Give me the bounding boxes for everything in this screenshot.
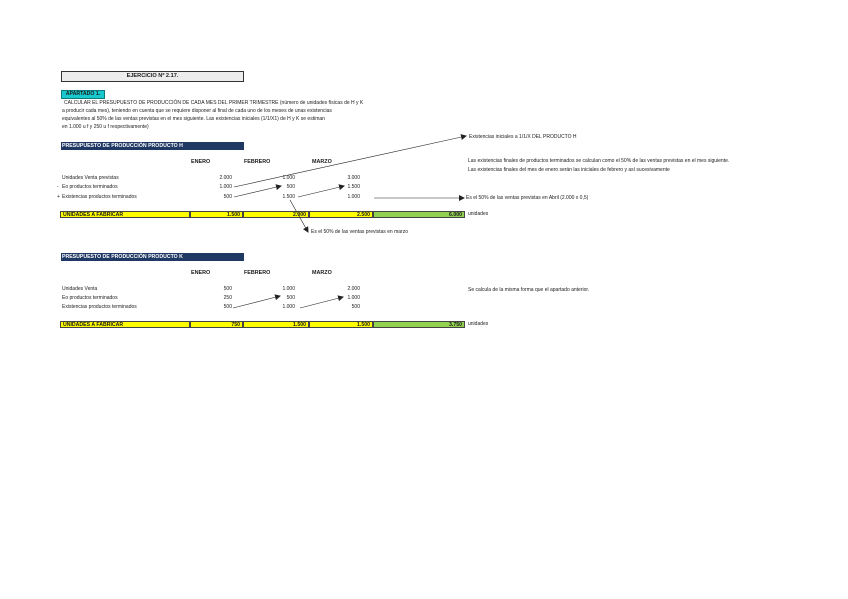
arrow-to-march-note xyxy=(290,200,308,232)
total-value: 1.500 xyxy=(309,321,373,328)
total-value: 750 xyxy=(190,321,243,328)
row-value: 3.000 xyxy=(347,175,360,181)
exercise-title: EJERCICIO Nº 2.17. xyxy=(61,71,244,82)
apartado-label: APARTADO 1. xyxy=(61,90,105,99)
note-section-k: Se calcula de la misma forma que el apartado anterior. xyxy=(468,287,590,293)
row-value: 1.000 xyxy=(282,286,295,292)
note-april: Es el 50% de las ventas previstas en Abril (2.000 x 0,5) xyxy=(466,195,589,201)
description-line: a producir cada mes), teniendo en cuenta que se requiere disponer al final de cada uno de los meses de unas existencias xyxy=(62,108,332,114)
row-value: 1.500 xyxy=(347,184,360,190)
grand-total-value: 3.750 xyxy=(373,321,465,328)
units-word: unidades xyxy=(468,211,489,217)
row-value: 1.000 xyxy=(282,304,295,310)
total-label: UNIDADES A FABRICAR xyxy=(60,321,190,328)
units-word: unidades xyxy=(468,321,489,327)
total-label: UNIDADES A FABRICAR xyxy=(60,211,190,218)
month-header-febrero: FEBRERO xyxy=(244,270,271,276)
arrow-k-feb-to-mar xyxy=(300,297,343,308)
row-prefix: - xyxy=(57,184,59,190)
month-header-enero: ENERO xyxy=(191,270,211,276)
note-initial-stock: Existencias iniciales a 1/1/X DEL PRODUCTO H xyxy=(469,134,577,140)
total-value: 1.500 xyxy=(190,211,243,218)
row-value: 500 xyxy=(351,304,360,310)
row-value: 500 xyxy=(223,304,232,310)
row-value: 1.000 xyxy=(347,194,360,200)
row-prefix: + xyxy=(57,194,60,200)
total-value: 2.500 xyxy=(309,211,373,218)
arrow-to-initial-stock xyxy=(234,136,466,187)
arrow-jan-to-feb xyxy=(234,186,281,197)
row-label: Existencias productos terminados xyxy=(62,194,137,200)
total-value: 1.500 xyxy=(243,321,309,328)
section-k-title: PRESUPUESTO DE PRODUCCIÓN PRODUCTO K xyxy=(61,253,244,261)
section-h-title: PRESUPUESTO DE PRODUCCIÓN PRODUCTO H xyxy=(61,142,244,150)
total-value: 2.000 xyxy=(243,211,309,218)
month-header-febrero: FEBRERO xyxy=(244,159,271,165)
description-line: CALCULAR EL PRESUPUESTO DE PRODUCCIÓN DE CADA MES DEL PRIMER TRIMESTRE (número de unidades físicas de H y K xyxy=(64,100,364,106)
row-value: 500 xyxy=(286,184,295,190)
month-header-marzo: MARZO xyxy=(312,159,332,165)
row-value: 1.000 xyxy=(282,175,295,181)
description-line: en 1.000 u f y 250 u f respectivamente) xyxy=(62,124,149,130)
row-value: 1.500 xyxy=(282,194,295,200)
month-header-marzo: MARZO xyxy=(312,270,332,276)
row-label: Eo productos terminados xyxy=(62,295,118,301)
note-final-stock-line1: Las existencias finales de productos terminados se calculan como el 50% de las ventas previstas en el mes siguiente. xyxy=(468,158,730,164)
month-header-enero: ENERO xyxy=(191,159,211,165)
row-label: Existencias productos terminados xyxy=(62,304,137,310)
row-value: 1.000 xyxy=(219,184,232,190)
row-value: 250 xyxy=(223,295,232,301)
row-value: 500 xyxy=(223,194,232,200)
row-label: Unidades Venta previstas xyxy=(62,175,119,181)
row-value: 1.000 xyxy=(347,295,360,301)
row-label: Eo productos terminados xyxy=(62,184,118,190)
row-value: 2.000 xyxy=(347,286,360,292)
note-final-stock-line2: Las existencias finales del mes de enero serán las iniciales de febrero y así sucesivamente xyxy=(468,167,670,173)
grand-total-value: 6.000 xyxy=(373,211,465,218)
description-line: equivalentes al 50% de las ventas previstas en el mes siguiente. Las existencias iniciales (1/1/X1) de H y K se estiman xyxy=(62,116,325,122)
row-value: 2.000 xyxy=(219,175,232,181)
arrow-k-jan-to-feb xyxy=(233,296,280,308)
row-value: 500 xyxy=(223,286,232,292)
arrow-feb-to-mar xyxy=(298,186,344,197)
row-value: 500 xyxy=(286,295,295,301)
note-march: Es el 50% de las ventas previstas en marzo xyxy=(311,229,408,235)
row-label: Unidades Venta xyxy=(62,286,98,292)
